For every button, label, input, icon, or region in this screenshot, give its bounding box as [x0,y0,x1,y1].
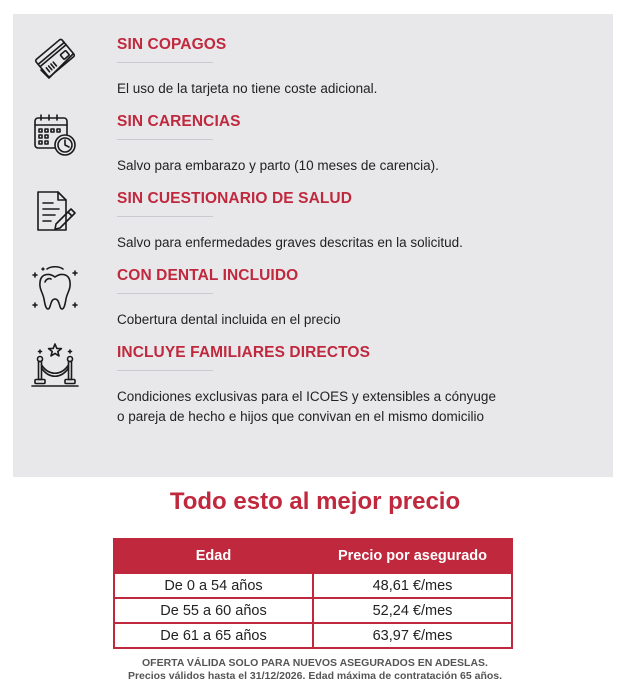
column-header-edad: Edad [114,539,313,573]
age-range-cell: De 0 a 54 años [114,573,313,598]
pricing-table [113,538,513,649]
feature-title: CON DENTAL INCLUIDO [117,267,299,284]
feature-description: El uso de la tarjeta no tiene coste adicional. [117,81,378,96]
legal-footnote [0,657,630,683]
benefits-panel [13,14,613,477]
table-row [114,573,512,598]
feature-title: INCLUYE FAMILIARES DIRECTOS [117,344,371,361]
credit-card-icon [29,32,81,84]
feature-title: SIN CARENCIAS [117,113,241,130]
table-row [114,598,512,623]
footnote-line-offer: OFERTA VÁLIDA SOLO PARA NUEVOS ASEGURADOS EN ADESLAS. [142,657,488,669]
price-cell: 63,97 €/mes [313,623,512,648]
title-divider [117,62,213,63]
document-pen-icon [29,186,81,238]
footnote-line-validity: Precios válidos hasta el 31/12/2026. Edad máxima de contratación 65 años. [127,670,503,682]
feature-description: Cobertura dental incluida en el precio [117,312,341,327]
calendar-clock-icon [29,109,81,161]
feature-description: Condiciones exclusivas para el ICOES y extensibles a cónyuge o pareja de hecho e hijos que convivan en el mismo domicilio [117,389,496,424]
feature-title: SIN CUESTIONARIO DE SALUD [117,190,353,207]
table-header-row [114,539,512,573]
table-row [114,623,512,648]
age-range-cell: De 61 a 65 años [114,623,313,648]
column-header-precio: Precio por asegurado [313,539,512,573]
feature-description: Salvo para enfermedades graves descritas en la solicitud. [117,235,463,250]
price-cell: 48,61 €/mes [313,573,512,598]
title-divider [117,370,213,371]
title-divider [117,216,213,217]
title-divider [117,293,213,294]
vip-rope-star-icon [29,340,81,392]
price-cell: 52,24 €/mes [313,598,512,623]
feature-title: SIN COPAGOS [117,36,227,53]
feature-description: Salvo para embarazo y parto (10 meses de carencia). [117,158,439,173]
age-range-cell: De 55 a 60 años [114,598,313,623]
tooth-sparkle-icon [29,263,81,315]
title-divider [117,139,213,140]
pricing-headline: Todo esto al mejor precio [169,488,461,515]
